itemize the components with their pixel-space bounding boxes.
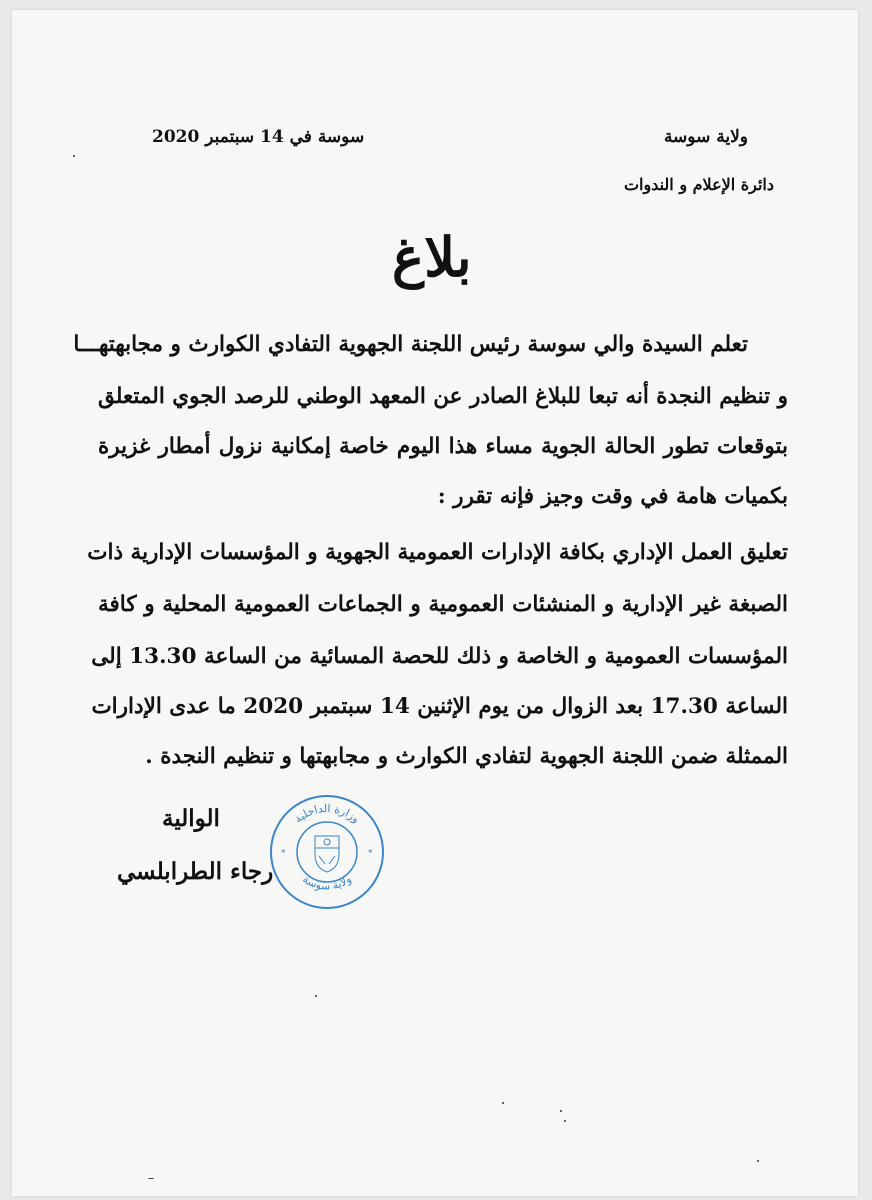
body-line: الساعة 17.30 بعد الزوال من يوم الإثنين 14 سبتمبر 2020 ما عدى الإدارات xyxy=(91,694,788,719)
official-stamp xyxy=(267,792,387,912)
body-line: الممثلة ضمن اللجنة الجهوية لتفادي الكوارث و مجابهتها و تنظيم النجدة . xyxy=(145,744,788,769)
svg-text:ولاية سوسة xyxy=(300,873,354,893)
place-date: سوسة في 14 سبتمبر 2020 xyxy=(152,127,365,147)
signatory-role: الوالية xyxy=(162,805,220,832)
body-line: الصبغة غير الإدارية و المنشئات العمومية و الجماعات العمومية المحلية و كافة xyxy=(98,592,788,617)
svg-text:*: * xyxy=(368,849,373,859)
body-line: و تنظيم النجدة أنه تبعا للبلاغ الصادر عن المعهد الوطني للرصد الجوي المتعلق xyxy=(97,384,788,409)
signatory-name: رجاء الطرابلسي xyxy=(117,858,274,885)
authority-name: ولاية سوسة xyxy=(663,127,748,147)
coat-of-arms-icon xyxy=(315,836,339,872)
svg-text:*: * xyxy=(281,849,286,859)
stamp-bottom-text: ولاية سوسة xyxy=(300,872,354,893)
document-page xyxy=(12,10,858,1196)
body-line: تعليق العمل الإداري بكافة الإدارات العمومية الجهوية و المؤسسات الإدارية ذات xyxy=(87,540,788,565)
department-name: دائرة الإعلام و الندوات xyxy=(623,175,774,194)
body-line: المؤسسات العمومية و الخاصة و ذلك للحصة المسائية من الساعة 13.30 إلى xyxy=(91,644,788,669)
body-line: بتوقعات تطور الحالة الجوية مساء هذا اليوم خاصة إمكانية نزول أمطار غزيرة xyxy=(98,434,788,459)
stamp-top-text: وزارة الداخلية xyxy=(291,801,363,826)
document-title: بلاغ xyxy=(392,225,472,289)
body-line: بكميات هامة في وقت وجيز فإنه تقرر : xyxy=(437,484,788,509)
body-line: تعلم السيدة والي سوسة رئيس اللجنة الجهوية التفادي الكوارث و مجابهتهـــا xyxy=(73,332,748,357)
